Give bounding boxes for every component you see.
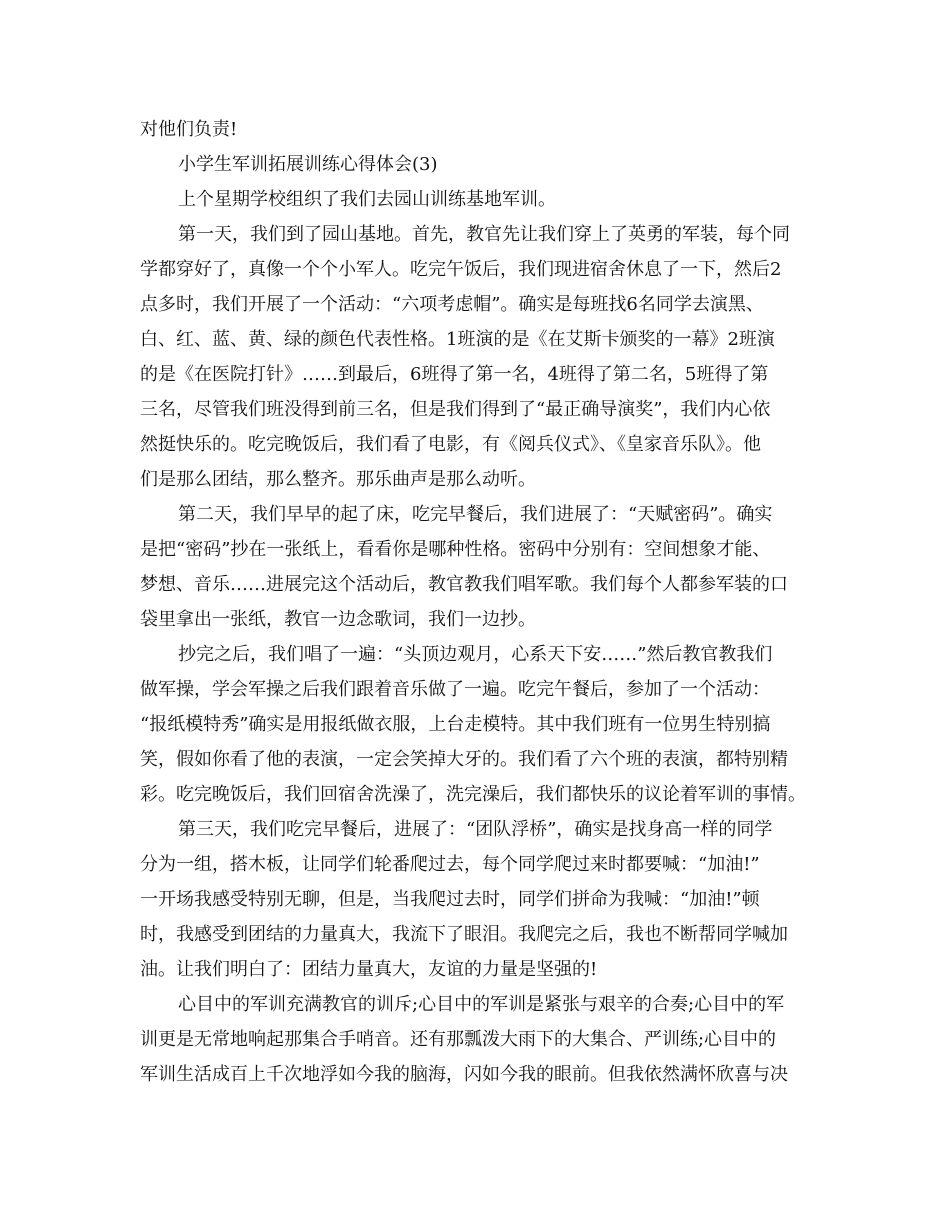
text-line: 三名，尽管我们班没得到前三名，但是我们得到了“最正确导演奖”，我们内心依 — [140, 399, 771, 420]
text-line: 一开场我感受特别无聊，但是，当我爬过去时，同学们拼命为我喊：“加油!”顿 — [140, 889, 760, 910]
text-line: 油。让我们明白了：团结力量真大，友谊的力量是坚强的! — [140, 959, 598, 980]
text-line: 点多时，我们开展了一个活动：“六项考虑帽”。确实是每班找6名同学去演黑、 — [140, 294, 764, 315]
text-line: 对他们负责! — [140, 119, 238, 140]
text-line: 是把“密码”抄在一张纸上，看看你是哪种性格。密码中分别有：空间想象才能、 — [140, 539, 771, 560]
text-line: 的是《在医院打针》……到最后，6班得了第一名，4班得了第二名，5班得了第 — [140, 364, 769, 385]
document-body — [140, 112, 810, 1092]
text-line: 学都穿好了，真像一个个小军人。吃完午饭后，我们现进宿舍休息了一下，然后2 — [140, 259, 782, 280]
text-line: 分为一组，搭木板，让同学们轮番爬过去，每个同学爬过来时都要喊：“加油!” — [140, 854, 760, 875]
text-line: 上个星期学校组织了我们去园山训练基地军训。 — [178, 189, 556, 210]
text-line: 做军操，学会军操之后我们跟着音乐做了一遍。吃完午餐后，参加了一个活动： — [140, 679, 770, 700]
text-line: 抄完之后，我们唱了一遍：“头顶边观月，心系天下安……”然后教官教我们 — [178, 644, 773, 665]
text-line: 们是那么团结，那么整齐。那乐曲声是那么动听。 — [140, 469, 536, 490]
text-line: 彩。吃完晚饭后，我们回宿舍洗澡了，洗完澡后，我们都快乐的议论着军训的事情。 — [140, 784, 806, 805]
text-line: 然挺快乐的。吃完晚饭后，我们看了电影，有《阅兵仪式》、《皇家音乐队》。他 — [140, 434, 761, 455]
text-line: 第二天，我们早早的起了床，吃完早餐后，我们进展了：“天赋密码”。确实 — [178, 504, 773, 525]
text-line: 第一天，我们到了园山基地。首先，教官先让我们穿上了英勇的军装，每个同 — [178, 224, 790, 245]
text-line: 军训生活成百上千次地浮如今我的脑海，闪如今我的眼前。但我依然满怀欣喜与决 — [140, 1064, 788, 1085]
text-line: 袋里拿出一张纸，教官一边念歌词，我们一边抄。 — [140, 609, 536, 630]
section-title: 小学生军训拓展训练心得体会(3) — [178, 154, 438, 175]
text-line: 第三天，我们吃完早餐后，进展了：“团队浮桥”，确实是找身高一样的同学 — [178, 819, 773, 840]
text-line: 心目中的军训充满教官的训斥;心目中的军训是紧张与艰辛的合奏;心目中的军 — [178, 994, 785, 1015]
text-line: 时，我感受到团结的力量真大，我流下了眼泪。我爬完之后，我也不断帮同学喊加 — [140, 924, 788, 945]
text-line: 梦想、音乐……进展完这个活动后，教官教我们唱军歌。我们每个人都参军装的口 — [140, 574, 788, 595]
text-line: 白、红、蓝、黄、绿的颜色代表性格。1班演的是《在艾斯卡颁奖的一幕》2班演 — [140, 329, 775, 350]
text-line: 训更是无常地响起那集合手哨音。还有那瓢泼大雨下的大集合、严训练;心目中的 — [140, 1029, 777, 1050]
text-line: “报纸模特秀”确实是用报纸做衣服，上台走模特。其中我们班有一位男生特别搞 — [140, 714, 771, 735]
text-line: 笑，假如你看了他的表演，一定会笑掉大牙的。我们看了六个班的表演，都特别精 — [140, 749, 788, 770]
